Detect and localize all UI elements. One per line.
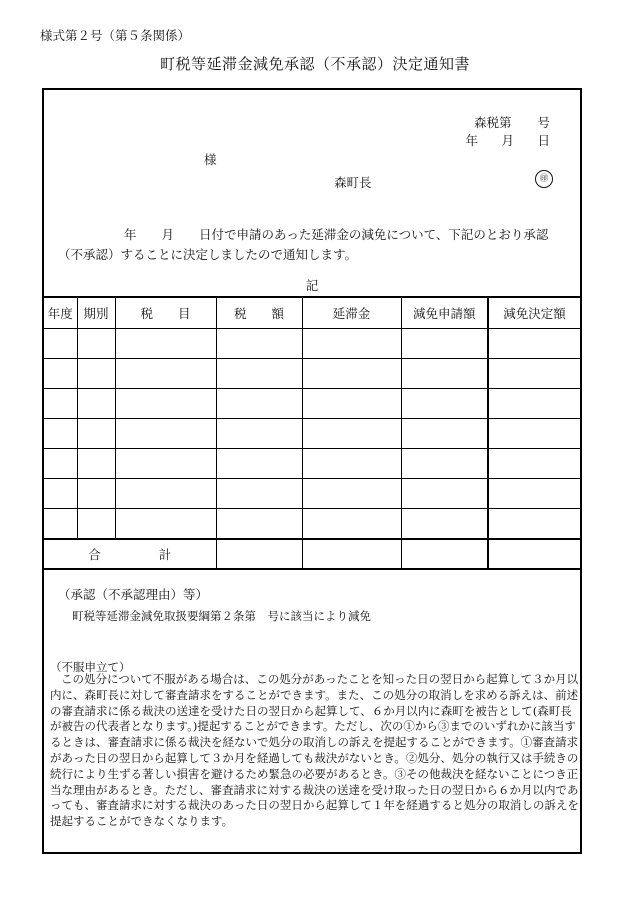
table-cell — [488, 479, 580, 509]
table-row — [44, 419, 580, 449]
table-cell — [302, 479, 401, 509]
reason-text: 町税等延滞金減免取扱要綱第２条第 号に該当により減免 — [72, 609, 371, 623]
table-cell — [77, 449, 115, 479]
table-cell — [302, 389, 401, 419]
document-number — [474, 113, 550, 131]
table-cell — [77, 389, 115, 419]
total-decided-amount — [488, 539, 580, 569]
objection-heading: （不服申立て） — [50, 660, 131, 674]
total-label — [44, 539, 216, 569]
total-row — [44, 539, 580, 569]
reason-heading: （承認（不承認理由）等） — [58, 587, 209, 602]
table-cell — [216, 419, 302, 449]
table-row — [44, 479, 580, 509]
table-cell — [216, 449, 302, 479]
table-cell — [77, 359, 115, 389]
table-cell — [488, 359, 580, 389]
table-cell — [44, 479, 77, 509]
total-late-fee — [302, 539, 401, 569]
table-cell — [401, 509, 488, 540]
table-cell — [302, 359, 401, 389]
table-cell — [77, 329, 115, 359]
date-day-label: 日 — [537, 133, 550, 148]
table-cell — [115, 449, 216, 479]
table-cell — [44, 389, 77, 419]
col-header-period: 期別 — [77, 297, 115, 329]
date-month-label: 月 — [501, 133, 514, 148]
table-cell — [401, 419, 488, 449]
table-header-row — [44, 297, 580, 329]
table-cell — [401, 479, 488, 509]
table-cell — [401, 389, 488, 419]
table-row — [44, 329, 580, 359]
total-tax-amount — [216, 539, 302, 569]
table-cell — [216, 509, 302, 540]
form-reference: 様式第２号（第５条関係） — [40, 28, 191, 43]
issuer-name: 森町長 — [334, 175, 372, 190]
table-row — [44, 359, 580, 389]
exemption-table — [44, 296, 580, 570]
table-cell — [77, 479, 115, 509]
table-cell — [115, 329, 216, 359]
table-cell — [115, 509, 216, 540]
table-cell — [44, 449, 77, 479]
table-cell — [401, 329, 488, 359]
table-cell — [216, 359, 302, 389]
notice-frame — [42, 88, 582, 854]
table-row — [44, 389, 580, 419]
col-header-fiscal-year: 年度 — [44, 297, 77, 329]
table-cell — [302, 419, 401, 449]
table-row — [44, 509, 580, 540]
table-row — [44, 449, 580, 479]
table-cell — [488, 449, 580, 479]
table-cell — [216, 389, 302, 419]
seal-mark: ㊞ — [535, 170, 553, 188]
table-cell — [115, 359, 216, 389]
col-header-requested-amount: 減免申請額 — [401, 297, 488, 329]
issue-date — [442, 131, 550, 149]
table-cell — [44, 419, 77, 449]
document-title: 町税等延滞金減免承認（不承認）決定通知書 — [159, 55, 470, 73]
table-cell — [216, 329, 302, 359]
table-cell — [302, 509, 401, 540]
total-requested-amount — [401, 539, 488, 569]
table-cell — [77, 509, 115, 540]
table-cell — [488, 389, 580, 419]
table-cell — [77, 419, 115, 449]
date-year-label: 年 — [465, 133, 478, 148]
col-header-late-fee: 延滞金 — [302, 297, 401, 329]
table-cell — [302, 329, 401, 359]
table-cell — [44, 359, 77, 389]
table-cell — [44, 509, 77, 540]
table-cell — [115, 389, 216, 419]
document-number-suffix: 号 — [537, 115, 550, 130]
document-number-prefix: 森税第 — [473, 115, 512, 130]
total-label-b: 計 — [158, 547, 172, 562]
table-cell — [488, 509, 580, 540]
addressee-suffix: 様 — [204, 152, 217, 167]
table-cell — [401, 359, 488, 389]
col-header-tax-item: 税 目 — [115, 297, 216, 329]
total-label-a: 合 — [88, 547, 101, 562]
col-header-decided-amount: 減免決定額 — [488, 297, 580, 329]
table-cell — [302, 449, 401, 479]
table-cell — [115, 479, 216, 509]
col-header-tax-amount: 税 額 — [216, 297, 302, 329]
table-cell — [115, 419, 216, 449]
table-cell — [44, 329, 77, 359]
objection-text: この処分について不服がある場合は、この処分があったことを知った日の翌日から起算して３か月以内に、森町長に対して審査請求をすることができます。また、この処分の取消しを求める訴えは、前述の審査請求に係る裁決の送達を受けた日の翌日から起算して、６か月以内に森町を被告として(森町長が被告の代表者となります。)提起することができます。ただし、次の①から③までのいずれかに該当するときは、審査請求に係る裁決を経ないで処分の取消しの訴えを提起することができます。①審査請求があった日の翌日から起算して３か月を経過しても裁決がないとき。②処分、処分の執行又は手続きの続行により生ずる著しい損害を避けるため緊急の必要があるとき。③その他裁決を経ないことにつき正当な理由があるとき。ただし、審査請求に対する裁決の送達を受け取った日の翌日から６か月以内であっても、審査請求に対する裁決のあった日の翌日から起算して１年を経過すると処分の取消しの訴えを提起することができなくなります。 — [50, 672, 579, 829]
notice-body-text: 年 月 日付で申請のあった延滞金の減免について、下記のとおり承認（不承認）することに決定しましたので通知します。 — [58, 227, 549, 262]
ki-label: 記 — [305, 278, 319, 293]
table-cell — [488, 419, 580, 449]
table-cell — [401, 449, 488, 479]
table-cell — [488, 329, 580, 359]
table-cell — [216, 479, 302, 509]
